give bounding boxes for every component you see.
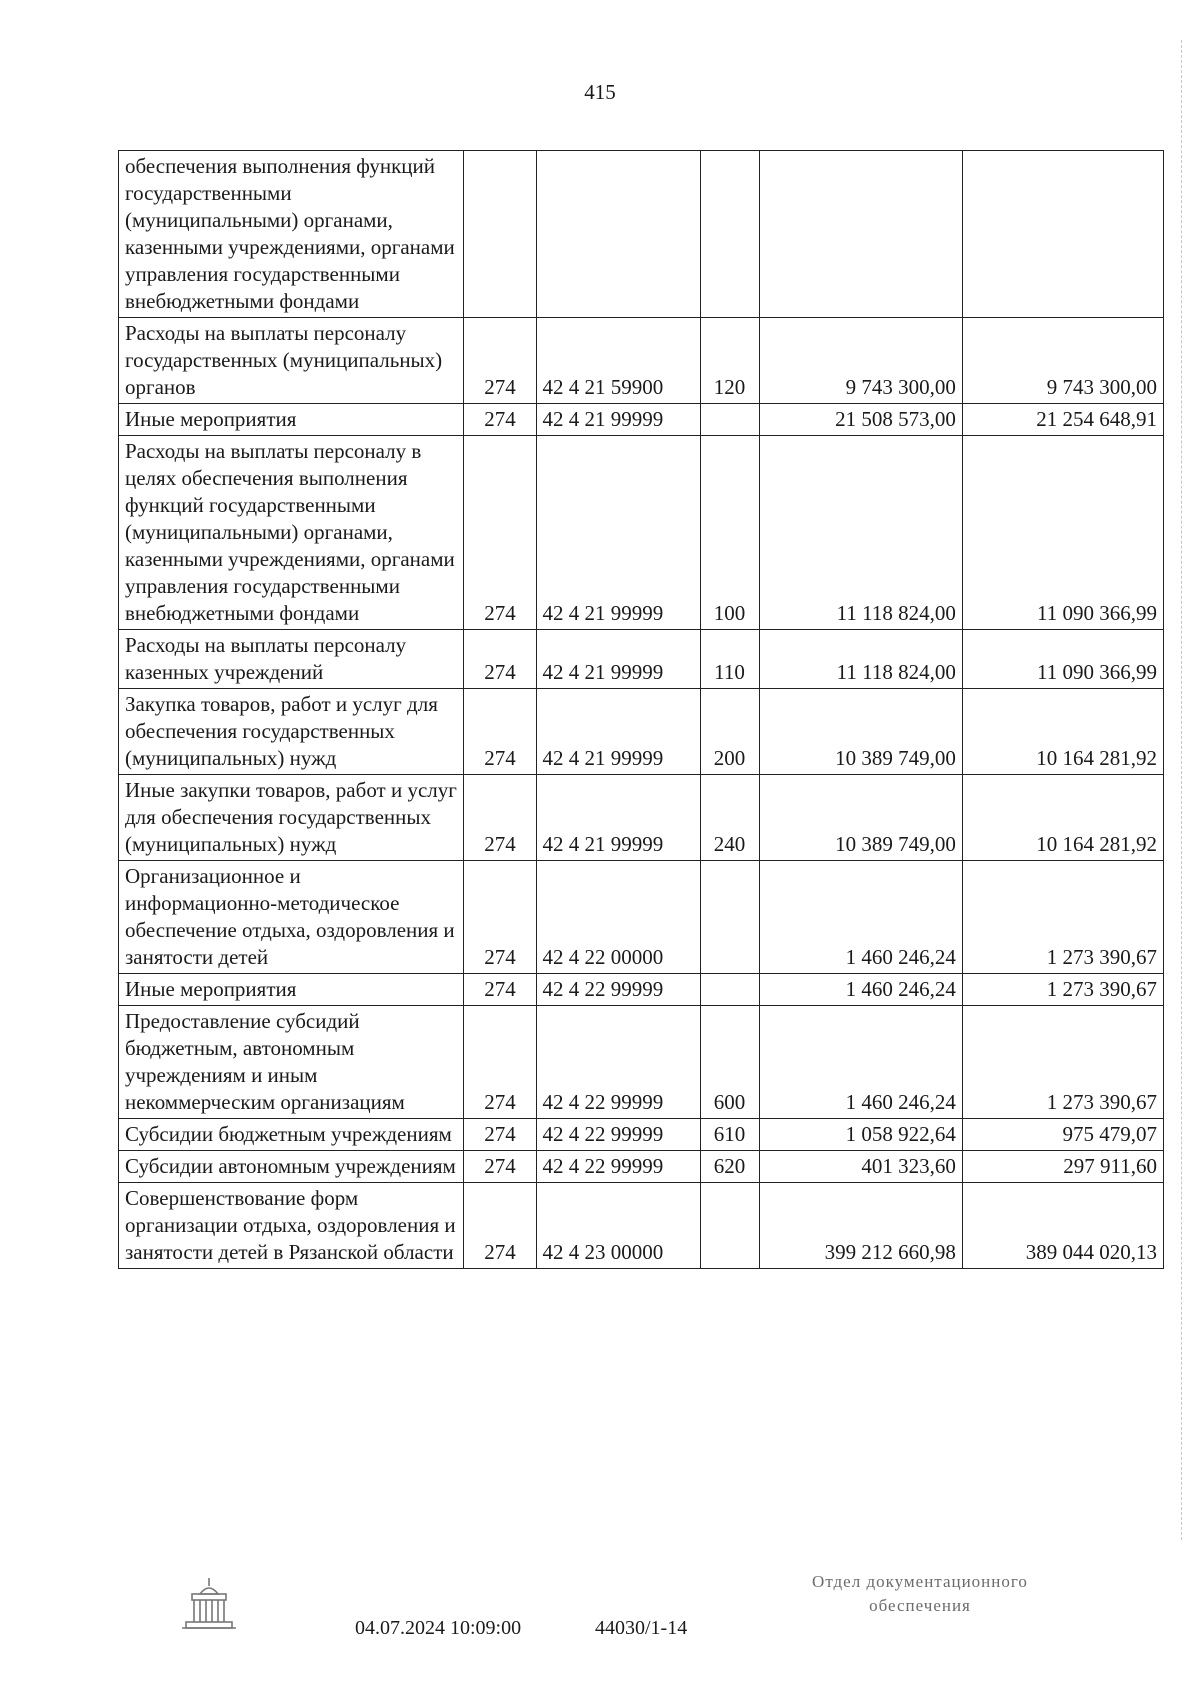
cell-ved xyxy=(464,151,536,318)
cell-vr: 100 xyxy=(700,436,759,630)
cell-ved: 274 xyxy=(464,689,536,775)
cell-csr: 42 4 21 99999 xyxy=(536,630,700,689)
budget-table xyxy=(118,150,1164,1269)
cell-plan: 1 460 246,24 xyxy=(759,1006,962,1119)
cell-ved: 274 xyxy=(464,861,536,974)
cell-fact: 10 164 281,92 xyxy=(962,689,1163,775)
cell-vr: 240 xyxy=(700,775,759,861)
table-row xyxy=(119,151,1164,318)
cell-vr: 200 xyxy=(700,689,759,775)
cell-ved: 274 xyxy=(464,436,536,630)
cell-plan: 21 508 573,00 xyxy=(759,404,962,436)
cell-ved: 274 xyxy=(464,1119,536,1151)
table-row xyxy=(119,974,1164,1006)
cell-vr xyxy=(700,861,759,974)
cell-ved: 274 xyxy=(464,318,536,404)
cell-ved: 274 xyxy=(464,630,536,689)
cell-vr: 610 xyxy=(700,1119,759,1151)
cell-fact: 1 273 390,67 xyxy=(962,1006,1163,1119)
cell-fact: 10 164 281,92 xyxy=(962,775,1163,861)
cell-csr: 42 4 21 99999 xyxy=(536,689,700,775)
cell-name: Иные мероприятия xyxy=(119,974,464,1006)
cell-vr xyxy=(700,974,759,1006)
cell-fact: 975 479,07 xyxy=(962,1119,1163,1151)
cell-fact: 389 044 020,13 xyxy=(962,1183,1163,1269)
cell-ved: 274 xyxy=(464,1006,536,1119)
cell-plan: 399 212 660,98 xyxy=(759,1183,962,1269)
cell-fact: 297 911,60 xyxy=(962,1151,1163,1183)
cell-name: обеспечения выполнения функций государственными (муниципальными) органами, казенными учреждениями, органами управления государственными внебюджетными фондами xyxy=(119,151,464,318)
table-row xyxy=(119,1183,1164,1269)
cell-fact: 11 090 366,99 xyxy=(962,630,1163,689)
cell-name: Иные мероприятия xyxy=(119,404,464,436)
cell-plan: 9 743 300,00 xyxy=(759,318,962,404)
cell-vr xyxy=(700,404,759,436)
cell-ved: 274 xyxy=(464,404,536,436)
cell-vr xyxy=(700,151,759,318)
cell-name: Расходы на выплаты персоналу государственных (муниципальных) органов xyxy=(119,318,464,404)
table-row xyxy=(119,1151,1164,1183)
cell-csr: 42 4 22 00000 xyxy=(536,861,700,974)
footer-datetime: 04.07.2024 10:09:00 xyxy=(355,1617,522,1639)
table-row xyxy=(119,436,1164,630)
table-row xyxy=(119,630,1164,689)
duma-emblem-icon xyxy=(178,1572,240,1634)
cell-vr xyxy=(700,1183,759,1269)
cell-fact: 9 743 300,00 xyxy=(962,318,1163,404)
department-stamp xyxy=(770,1570,1070,1618)
table-row xyxy=(119,1119,1164,1151)
cell-fact: 11 090 366,99 xyxy=(962,436,1163,630)
page-number: 415 xyxy=(584,80,616,104)
cell-name: Совершенствование форм организации отдыха, оздоровления и занятости детей в Рязанской области xyxy=(119,1183,464,1269)
stamp-line-2: обеспечения xyxy=(869,1596,971,1615)
cell-name: Субсидии бюджетным учреждениям xyxy=(119,1119,464,1151)
cell-csr: 42 4 22 99999 xyxy=(536,1151,700,1183)
cell-vr: 110 xyxy=(700,630,759,689)
cell-csr: 42 4 21 99999 xyxy=(536,404,700,436)
cell-csr: 42 4 22 99999 xyxy=(536,974,700,1006)
cell-plan: 401 323,60 xyxy=(759,1151,962,1183)
cell-csr: 42 4 21 59900 xyxy=(536,318,700,404)
stamp-line-1: Отдел документационного xyxy=(812,1572,1028,1591)
cell-ved: 274 xyxy=(464,1183,536,1269)
cell-csr: 42 4 21 99999 xyxy=(536,775,700,861)
cell-csr xyxy=(536,151,700,318)
cell-name: Расходы на выплаты персоналу в целях обеспечения выполнения функций государственными (муниципальными) органами, казенными учреждениями, органами управления государственными внебюджетными фондами xyxy=(119,436,464,630)
cell-name: Организационное и информационно-методическое обеспечение отдыха, оздоровления и занятости детей xyxy=(119,861,464,974)
scan-edge-artifact xyxy=(1181,40,1192,1540)
cell-ved: 274 xyxy=(464,1151,536,1183)
cell-vr: 620 xyxy=(700,1151,759,1183)
table-row xyxy=(119,1006,1164,1119)
footer-reg-number: 44030/1-14 xyxy=(595,1617,688,1639)
cell-csr: 42 4 23 00000 xyxy=(536,1183,700,1269)
table-row xyxy=(119,775,1164,861)
cell-plan: 10 389 749,00 xyxy=(759,775,962,861)
cell-plan: 1 460 246,24 xyxy=(759,974,962,1006)
cell-fact: 1 273 390,67 xyxy=(962,974,1163,1006)
cell-fact xyxy=(962,151,1163,318)
cell-fact: 1 273 390,67 xyxy=(962,861,1163,974)
cell-name: Расходы на выплаты персоналу казенных учреждений xyxy=(119,630,464,689)
cell-plan: 11 118 824,00 xyxy=(759,436,962,630)
table-row xyxy=(119,861,1164,974)
cell-name: Закупка товаров, работ и услуг для обеспечения государственных (муниципальных) нужд xyxy=(119,689,464,775)
cell-ved: 274 xyxy=(464,974,536,1006)
cell-plan: 11 118 824,00 xyxy=(759,630,962,689)
table-row xyxy=(119,404,1164,436)
table-row xyxy=(119,689,1164,775)
cell-plan: 1 460 246,24 xyxy=(759,861,962,974)
cell-vr: 600 xyxy=(700,1006,759,1119)
cell-fact: 21 254 648,91 xyxy=(962,404,1163,436)
cell-ved: 274 xyxy=(464,775,536,861)
cell-csr: 42 4 22 99999 xyxy=(536,1119,700,1151)
cell-name: Предоставление субсидий бюджетным, автономным учреждениям и иным некоммерческим организациям xyxy=(119,1006,464,1119)
cell-plan: 1 058 922,64 xyxy=(759,1119,962,1151)
cell-plan: 10 389 749,00 xyxy=(759,689,962,775)
cell-plan xyxy=(759,151,962,318)
cell-name: Иные закупки товаров, работ и услуг для обеспечения государственных (муниципальных) нужд xyxy=(119,775,464,861)
cell-vr: 120 xyxy=(700,318,759,404)
table-row xyxy=(119,318,1164,404)
cell-csr: 42 4 22 99999 xyxy=(536,1006,700,1119)
cell-name: Субсидии автономным учреждениям xyxy=(119,1151,464,1183)
cell-csr: 42 4 21 99999 xyxy=(536,436,700,630)
